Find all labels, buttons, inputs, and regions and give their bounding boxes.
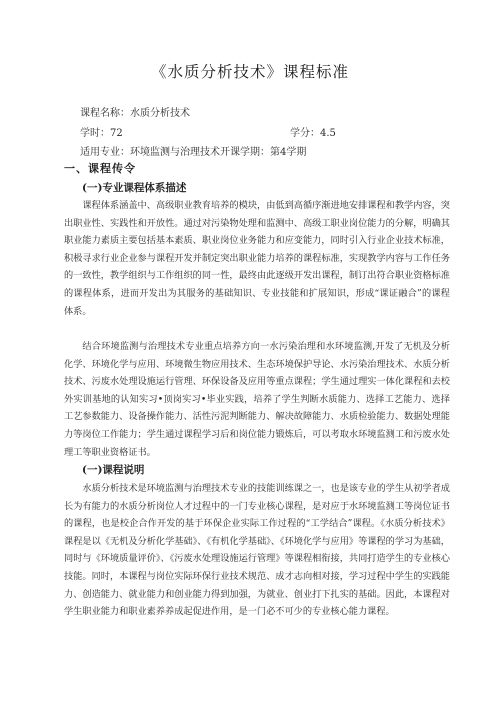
course-credits: 学分：4.5	[290, 128, 336, 139]
section-heading: 一、课程传令	[64, 162, 136, 175]
paragraph-course-system: 课程体系涵盖中、高级职业教育培养的模块，由低到高循序渐进地安排课程和教学内容，突出职业性、实践性和开放性。通过对污染物处理和监测中、高级工职业岗位能力的分解，明确其职业能力素质主要包括基本素质、职业岗位业务能力和应变能力，同时引入行业企业技术标准，积极寻求行业企业参与课程开发并制定突出职业能力培养的课程标准，实现教学内容与工作任务的一致性，教学组织与工作组织的同一性，最终由此逐级开发出课程，制订出符合职业资格标准的课程体系，进而开发出为其服务的基础知识、专业技能和扩展知识，形成“课证融合”的课程体系。	[64, 200, 450, 317]
course-name: 课程名称：水质分析技术	[80, 108, 190, 119]
subsection-heading-system: (一)专业课程体系描述	[82, 182, 187, 194]
paragraph-course-description: 水质分析技术是环境监测与治理技术专业的技能训练课之一，也是该专业的学生从初学者成长为有能力的水质分析岗位人才过程中的一门专业核心课程，是对应于水环境监测工等岗位证书的课程，也是校企合作开发的基于环保企业实际工作过程的“工学结合”课程。《水质分析技术》课程是以《无机及分析化学基础》、《有机化学基础》、《环境化学与应用》等课程的学习为基础，同时与《环境质量评价》、《污废水处理设施运行管理》等课程相衔接，共同打造学生的专业核心技能。同时，本课程与岗位实际环保行业技术规范、成才志向相对接，学习过程中学生的实践能力、创造能力、就业能力和创业能力得到加强，为就业、创业打下扎实的基础。因此，本课程对学生职业能力和职业素养养成起促进作用，是一门必不可少的专业核心能力课程。	[64, 483, 450, 618]
course-hours: 学时：72	[80, 128, 123, 139]
hours-credits-row	[80, 124, 440, 139]
paragraph-key-courses: 结合环境监测与治理技术专业重点培养方向一水污染治理和水环境监测,开发了无机及分析化学、环境化学与应用、环境微生物应用技术、生态环境保护导论、水污染治理技术、水质分析技术、污废水处理设施运行管理、环保设备及应用等重点课程；学生通过理实一体化课程和去校外实训基地的认知实习•顶岗实习•毕业实践，培养了学生判断水质能力、选择工艺能力、选择工艺参数能力、设备操作能力、活性污泥判断能力、解决故障能力、水质检验能力、数据处理能力等岗位工作能力；学生通过课程学习后和岗位能力锻炼后，可以考取水环境监测工和污废水处理工等职业资格证书。	[64, 341, 450, 458]
page-title: 《水质分析技术》课程标准	[150, 63, 349, 81]
subsection-heading-description: (一)课程说明	[82, 464, 145, 476]
major-and-semester: 适用专业：环境监测与治理技术开课学期：第4学期	[80, 147, 307, 158]
